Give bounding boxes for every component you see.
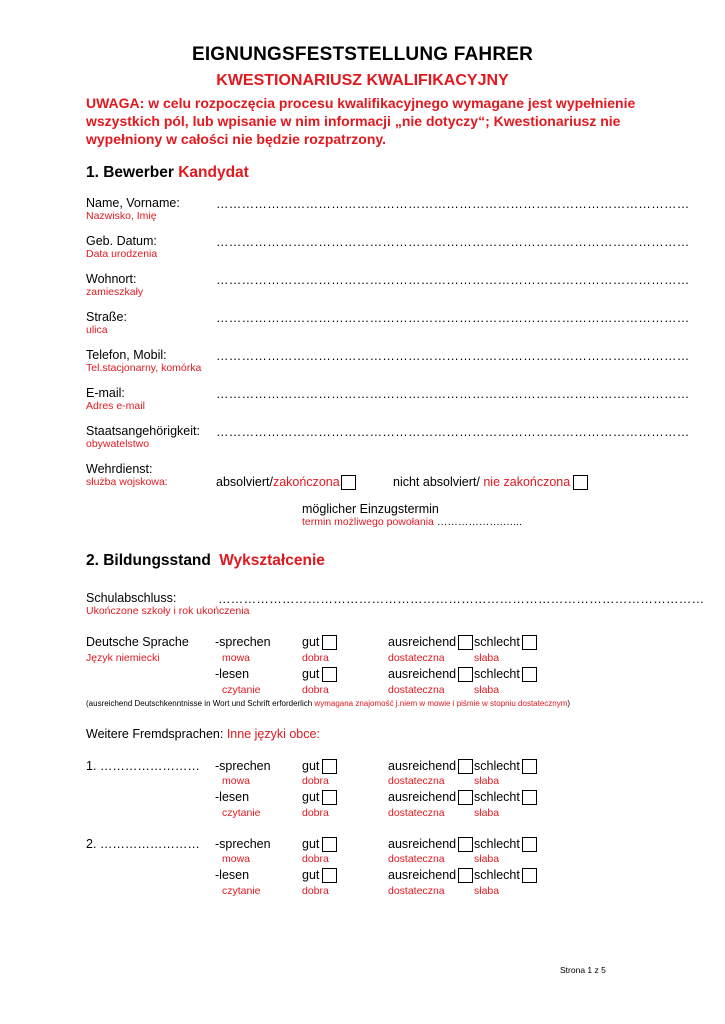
skill-speaking-pl: mowa	[222, 775, 251, 787]
field-sublabel: obywatelstwo	[86, 438, 150, 450]
option-completed-de: absolviert/	[216, 475, 273, 489]
field-input-line[interactable]: …………………………………………………………………………………………………	[216, 235, 690, 249]
level-poor-pl: słaba	[474, 807, 500, 819]
checkbox-lang2-read-poor[interactable]	[522, 868, 537, 883]
level-poor: schlecht	[474, 759, 520, 773]
section-1-title-pl: Kandydat	[178, 164, 249, 181]
page-subtitle: KWESTIONARIUSZ KWALIFIKACYJNY	[216, 72, 509, 89]
termin-sublabel-pl: termin możliwego powołania	[302, 516, 434, 528]
language-sublabel: Język niemiecki	[86, 652, 160, 664]
skill-speaking-pl: mowa	[222, 853, 251, 865]
checkbox-lang1-read-poor[interactable]	[522, 790, 537, 805]
checkbox-lang1-speak-good[interactable]	[322, 759, 337, 774]
field-sublabel: Data urodzenia	[86, 248, 158, 260]
german-requirement-note	[86, 699, 570, 708]
termin-label: möglicher Einzugstermin	[302, 502, 439, 516]
field-label: Geb. Datum:	[86, 234, 157, 248]
checkbox-lang1-read-good[interactable]	[322, 790, 337, 805]
level-poor: schlecht	[474, 868, 520, 882]
level-sufficient: ausreichend	[388, 635, 457, 649]
level-sufficient-pl: dostateczna	[388, 684, 445, 696]
level-sufficient-pl: dostateczna	[388, 775, 445, 787]
other-languages-heading	[86, 727, 320, 741]
skill-reading: -lesen	[215, 868, 250, 882]
checkbox-lang1-speak-poor[interactable]	[522, 759, 537, 774]
level-poor: schlecht	[474, 635, 520, 649]
field-input-line[interactable]: …………………………………………………………………………………………………	[216, 311, 690, 325]
option-not-completed-pl: nie zakończona	[483, 475, 571, 489]
section-1-title-de: 1. Bewerber	[86, 164, 174, 181]
level-good-pl: dobra	[302, 775, 329, 787]
level-good: gut	[302, 759, 320, 773]
option-completed-pl: zakończona	[272, 475, 340, 489]
field-label: E-mail:	[86, 386, 125, 400]
field-input-line[interactable]: ……………………………………………………………………………………………………	[218, 592, 705, 606]
field-sublabel: Nazwisko, Imię	[86, 210, 157, 222]
field-label: Telefon, Mobil:	[86, 348, 167, 362]
skill-reading-pl: czytanie	[222, 684, 261, 696]
level-good-pl: dobra	[302, 684, 329, 696]
checkbox-german-speak-poor[interactable]	[522, 635, 537, 650]
checkbox-german-read-poor[interactable]	[522, 667, 537, 682]
note-end: )	[567, 699, 571, 708]
level-poor-pl: słaba	[474, 652, 500, 664]
skill-reading-pl: czytanie	[222, 807, 261, 819]
termin-sublabel	[302, 516, 522, 528]
field-input-line[interactable]: …………………………………………………………………………………………………	[216, 387, 690, 401]
field-input-line[interactable]: …………………………………………………………………………………………………	[216, 349, 690, 363]
section-2-heading	[86, 552, 325, 570]
level-sufficient: ausreichend	[388, 837, 457, 851]
section-1-heading	[86, 164, 249, 182]
level-sufficient: ausreichend	[388, 868, 457, 882]
checkbox-not-completed[interactable]	[573, 475, 588, 490]
other-languages-de: Weitere Fremdsprachen:	[86, 727, 224, 741]
level-sufficient: ausreichend	[388, 759, 457, 773]
checkbox-german-speak-good[interactable]	[322, 635, 337, 650]
field-sublabel: Adres e-mail	[86, 400, 145, 412]
checkbox-german-read-sufficient[interactable]	[458, 667, 473, 682]
level-poor: schlecht	[474, 667, 520, 681]
field-label: Wohnort:	[86, 272, 137, 286]
note-de: (ausreichend Deutschkenntnisse in Wort und Schrift erforderlich	[86, 699, 313, 708]
section-2-title-de: 2. Bildungsstand	[86, 552, 211, 569]
level-good-pl: dobra	[302, 652, 329, 664]
checkbox-lang2-speak-poor[interactable]	[522, 837, 537, 852]
field-sublabel: ulica	[86, 324, 108, 336]
level-poor-pl: słaba	[474, 853, 500, 865]
checkbox-completed[interactable]	[341, 475, 356, 490]
level-poor: schlecht	[474, 837, 520, 851]
language-2-input[interactable]: 2. ……………………	[86, 837, 200, 851]
skill-speaking: -sprechen	[215, 837, 271, 851]
level-poor: schlecht	[474, 790, 520, 804]
note-pl: wymagana znajomość j.niem w mowie i piśmie w stopniu dostatecznym	[314, 699, 568, 708]
checkbox-lang1-speak-sufficient[interactable]	[458, 759, 473, 774]
field-sublabel: służba wojskowa:	[86, 476, 168, 488]
level-good: gut	[302, 837, 320, 851]
checkbox-german-speak-sufficient[interactable]	[458, 635, 473, 650]
warning-notice: UWAGA: w celu rozpoczęcia procesu kwalifikacyjnego wymagane jest wypełnienie wszystkich pól, lub wpisanie w nim informacji „nie dotyczy“; Kwestionariusz nie wypełniony w całości nie będzie rozpatrzony.	[86, 95, 636, 147]
level-good-pl: dobra	[302, 807, 329, 819]
level-poor-pl: słaba	[474, 684, 500, 696]
field-label: Schulabschluss:	[86, 591, 177, 605]
checkbox-lang2-speak-good[interactable]	[322, 837, 337, 852]
level-poor-pl: słaba	[474, 775, 500, 787]
checkbox-lang2-speak-sufficient[interactable]	[458, 837, 473, 852]
level-sufficient-pl: dostateczna	[388, 807, 445, 819]
option-completed-label	[216, 475, 340, 489]
termin-input-line[interactable]: ……………….…...	[436, 516, 522, 528]
checkbox-lang1-read-sufficient[interactable]	[458, 790, 473, 805]
section-2-title-pl: Wykształcenie	[219, 552, 325, 569]
level-sufficient: ausreichend	[388, 667, 457, 681]
level-sufficient-pl: dostateczna	[388, 652, 445, 664]
level-good: gut	[302, 868, 320, 882]
level-good-pl: dobra	[302, 885, 329, 897]
field-label: Staatsangehörigkeit:	[86, 424, 200, 438]
level-sufficient: ausreichend	[388, 790, 457, 804]
other-languages-pl: Inne języki obce:	[226, 727, 320, 741]
skill-reading: -lesen	[215, 667, 250, 681]
skill-reading-pl: czytanie	[222, 885, 261, 897]
skill-speaking: -sprechen	[215, 759, 271, 773]
field-input-line[interactable]: …………………………………………………………………………………………………	[216, 273, 690, 287]
skill-reading: -lesen	[215, 790, 250, 804]
level-good: gut	[302, 635, 320, 649]
field-label: Wehrdienst:	[86, 462, 153, 476]
level-sufficient-pl: dostateczna	[388, 885, 445, 897]
level-good: gut	[302, 790, 320, 804]
skill-speaking: -sprechen	[215, 635, 271, 649]
page-number: Strona 1 z 5	[560, 965, 606, 975]
level-poor-pl: słaba	[474, 885, 500, 897]
skill-speaking-pl: mowa	[222, 652, 251, 664]
level-good: gut	[302, 667, 320, 681]
field-sublabel: Tel.stacjonarny, komórka	[86, 362, 202, 374]
field-label: Name, Vorname:	[86, 196, 180, 210]
option-not-completed-label	[393, 475, 570, 489]
language-label: Deutsche Sprache	[86, 635, 189, 649]
field-sublabel: Ukończone szkoły i rok ukończenia	[86, 605, 250, 617]
checkbox-german-read-good[interactable]	[322, 667, 337, 682]
field-label: Straße:	[86, 310, 127, 324]
level-good-pl: dobra	[302, 853, 329, 865]
checkbox-lang2-read-good[interactable]	[322, 868, 337, 883]
page-title: EIGNUNGSFESTSTELLUNG FAHRER	[191, 44, 534, 65]
option-not-completed-de: nicht absolviert/	[393, 475, 480, 489]
field-input-line[interactable]: …………………………………………………………………………………………………	[216, 197, 690, 211]
level-sufficient-pl: dostateczna	[388, 853, 445, 865]
field-sublabel: zamieszkały	[86, 286, 144, 298]
field-input-line[interactable]: …………………………………………………………………………………………………	[216, 425, 690, 439]
checkbox-lang2-read-sufficient[interactable]	[458, 868, 473, 883]
language-1-input[interactable]: 1. ……………………	[86, 759, 200, 773]
